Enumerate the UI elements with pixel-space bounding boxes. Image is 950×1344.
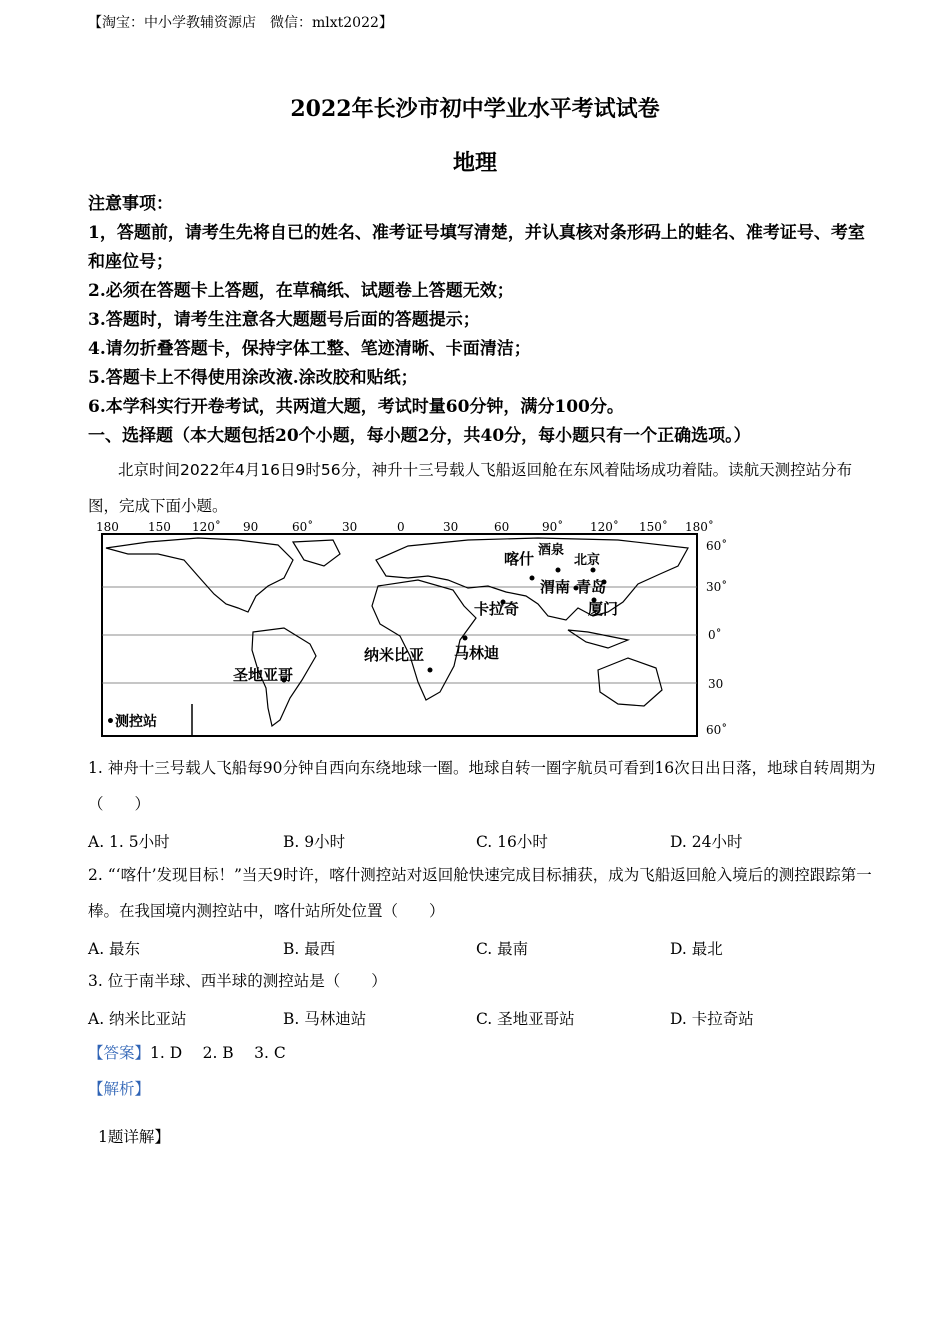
detail-label: 1题详解】 xyxy=(98,1128,170,1146)
option-d[interactable]: D. 卡拉奇站 xyxy=(670,1010,754,1028)
station-label-qingdao: 青岛 xyxy=(576,578,607,596)
option-b[interactable]: B. 最西 xyxy=(283,940,336,958)
notes-item: 1，答题前，请考生先将自已的姓名、准考证号填写清楚，并认真核对条形码上的蛙名、准考证号、考室和座位号； xyxy=(88,223,865,272)
station-label-xiamen: 厦门 xyxy=(588,600,619,618)
station-dot xyxy=(556,568,561,573)
map-right-label: 30˚ xyxy=(706,580,728,594)
option-b[interactable]: B. 9小时 xyxy=(283,833,346,851)
map-right-label: 30 xyxy=(708,677,724,691)
option-c[interactable]: C. 圣地亚哥站 xyxy=(476,1010,575,1028)
option-d[interactable]: D. 最北 xyxy=(670,940,723,958)
map-right-label: 60˚ xyxy=(706,723,728,737)
station-dot xyxy=(591,568,596,573)
answer-text: 1. D 2. B 3. C xyxy=(150,1044,286,1062)
header-note: 【淘宝：中小学教辅资源店 微信：mlxt2022】 xyxy=(88,15,393,31)
station-label-santiago: 圣地亚哥 xyxy=(233,666,294,684)
option-d[interactable]: D. 24小时 xyxy=(670,833,743,851)
map-top-label: 150˚ xyxy=(639,520,668,534)
exam-title: 2022年长沙市初中学业水平考试试卷 xyxy=(290,96,660,122)
answer-line xyxy=(88,1041,286,1063)
map-top-label: 90 xyxy=(243,520,259,534)
station-label-karachi: 卡拉奇 xyxy=(474,600,520,618)
option-a[interactable]: A. 纳米比亚站 xyxy=(88,1010,187,1028)
notes-item: 4.请勿折叠答题卡，保持字体工整、笔迹清晰、卡面清洁； xyxy=(88,339,531,359)
notes-item: 6.本学科实行开卷考试，共两道大题，考试时量60分钟，满分100分。 xyxy=(88,397,624,417)
station-label-namibia: 纳米比亚 xyxy=(364,646,425,664)
option-c[interactable]: C. 16小时 xyxy=(476,833,548,851)
option-b[interactable]: B. 马林迪站 xyxy=(283,1010,367,1028)
question-2: 2. “‘喀什’发现目标！”当天9时许，喀什测控站对返回舱快速完成目标捕获，成为飞船返回舱入境后的测控跟踪第一棒。在我国境内测控站中，喀什站所处位置（ ） xyxy=(88,866,872,920)
station-dot xyxy=(530,576,535,581)
option-c[interactable]: C. 最南 xyxy=(476,940,529,958)
section-title: 一、选择题（本大题包括20个小题，每小题2分，共40分，每小题只有一个正确选项。） xyxy=(88,426,751,446)
answer-label: 【答案】 xyxy=(88,1044,151,1062)
subject-title: 地理 xyxy=(452,150,497,176)
map-top-label: 60 xyxy=(494,520,510,534)
map-top-label: 180˚ xyxy=(685,520,714,534)
station-label-jiuquan: 酒泉 xyxy=(538,543,565,558)
map-legend: •测控站 xyxy=(106,714,157,730)
option-a[interactable]: A. 最东 xyxy=(88,940,141,958)
question-3: 3. 位于南半球、西半球的测控站是（ ） xyxy=(88,972,387,990)
map-top-label: 30 xyxy=(342,520,358,534)
map-top-label: 30 xyxy=(443,520,459,534)
map-top-label: 90˚ xyxy=(542,520,564,534)
notes-heading: 注意事项： xyxy=(88,194,173,214)
notes-item: 3.答题时，请考生注意各大题题号后面的答题提示； xyxy=(88,310,480,330)
station-dot xyxy=(428,668,433,673)
question-1: 1. 神舟十三号载人飞船每90分钟自西向东绕地球一圈。地球自转一圈字航员可看到16次日出日落，地球自转周期为（ ） xyxy=(88,759,876,813)
map-top-label: 60˚ xyxy=(292,520,314,534)
map-top-label: 150 xyxy=(148,520,171,534)
notes-item: 5.答题卡上不得使用涂改液.涂改胶和贴纸； xyxy=(88,368,418,388)
station-dot xyxy=(463,636,468,641)
station-label-kashi: 喀什 xyxy=(504,550,535,568)
map-top-label: 120˚ xyxy=(192,520,221,534)
station-label-weinan: 渭南 xyxy=(540,578,571,596)
station-label-beijing: 北京 xyxy=(574,553,601,568)
map-top-label: 120˚ xyxy=(590,520,619,534)
map-top-label: 180 xyxy=(96,520,119,534)
question-3-options xyxy=(88,1007,888,1031)
notes-block xyxy=(88,190,868,422)
station-label-malindi: 马林迪 xyxy=(454,644,500,662)
map-right-label: 60˚ xyxy=(706,539,728,553)
tracking-station-map xyxy=(88,520,738,742)
map-top-label: 0 xyxy=(397,520,405,534)
map-right-label: 0˚ xyxy=(708,628,722,642)
option-a[interactable]: A. 1. 5小时 xyxy=(88,833,170,851)
explanation-label: 【解析】 xyxy=(88,1080,151,1098)
question-2-options xyxy=(88,937,888,961)
intro-paragraph: 北京时间2022年4月16日9时56分，神升十三号载人飞船返回舱在东风着陆场成功着陆。读航天测控站分布图，完成下面小题。 xyxy=(88,461,853,515)
notes-item: 2.必须在答题卡上答题，在草稿纸、试题卷上答题无效； xyxy=(88,281,514,301)
question-1-options xyxy=(88,830,888,854)
